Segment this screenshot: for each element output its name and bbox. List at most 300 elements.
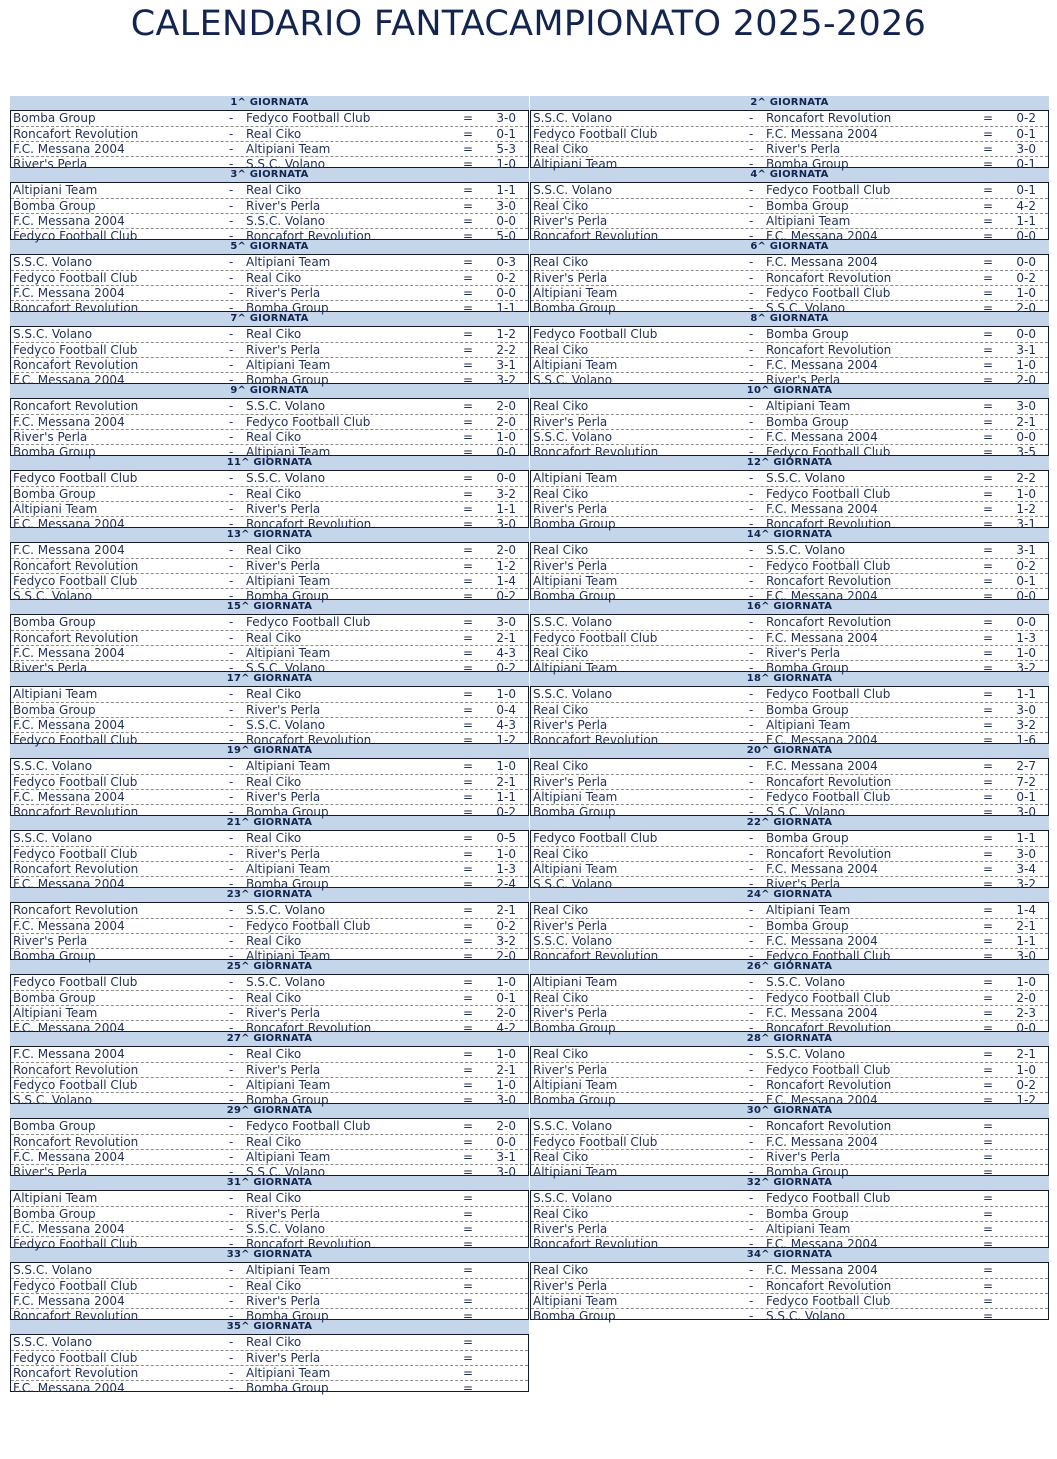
match-result: 3-0: [496, 199, 516, 213]
home-team: River's Perla: [13, 661, 88, 675]
match-row: [11, 1308, 528, 1323]
match-separator: -: [749, 399, 754, 413]
match-row: [531, 918, 1048, 933]
equals-sign: =: [463, 1335, 474, 1349]
home-team: Bomba Group: [13, 703, 96, 717]
equals-sign: =: [983, 111, 994, 125]
home-team: S.S.C. Volano: [13, 1335, 93, 1349]
match-row: [11, 228, 528, 243]
giornata-block: [10, 96, 529, 171]
match-result: 0-0: [1016, 589, 1036, 603]
away-team: River's Perla: [246, 703, 321, 717]
fixtures-grid: [10, 96, 1049, 1395]
giornata-block: [530, 888, 1049, 963]
away-team: Roncafort Revolution: [766, 1119, 892, 1133]
match-separator: -: [749, 358, 754, 372]
match-row: [531, 444, 1048, 459]
giornata-header: 32^ GIORNATA: [530, 1176, 1049, 1190]
away-team: River's Perla: [766, 1150, 841, 1164]
giornata-block: [530, 960, 1049, 1035]
match-separator: -: [749, 1207, 754, 1221]
match-list: [10, 398, 529, 459]
match-result: 0-0: [496, 445, 516, 459]
giornata-block: [530, 1248, 1049, 1323]
match-row: [11, 399, 528, 414]
away-team: River's Perla: [246, 286, 321, 300]
equals-sign: =: [983, 1063, 994, 1077]
away-team: Fedyco Football Club: [766, 687, 891, 701]
match-row: [11, 1062, 528, 1077]
away-team: Real Ciko: [246, 831, 302, 845]
match-result: 3-0: [1016, 142, 1036, 156]
match-row: [531, 357, 1048, 372]
equals-sign: =: [463, 759, 474, 773]
home-team: F.C. Messana 2004: [13, 1222, 125, 1236]
match-row: [11, 789, 528, 804]
away-team: F.C. Messana 2004: [766, 631, 878, 645]
equals-sign: =: [983, 1279, 994, 1293]
match-list: [530, 542, 1049, 603]
away-team: Altipiani Team: [246, 1263, 331, 1277]
match-result: 3-1: [1016, 543, 1036, 557]
match-separator: -: [229, 1294, 234, 1308]
giornata-header: 10^ GIORNATA: [530, 384, 1049, 398]
match-separator: -: [229, 1063, 234, 1077]
away-team: River's Perla: [246, 1006, 321, 1020]
match-list: [10, 830, 529, 891]
giornata-header: 23^ GIORNATA: [10, 888, 529, 902]
equals-sign: =: [983, 589, 994, 603]
match-separator: -: [229, 445, 234, 459]
home-team: Roncafort Revolution: [13, 358, 139, 372]
match-separator: -: [749, 1222, 754, 1236]
home-team: Altipiani Team: [533, 471, 618, 485]
match-separator: -: [749, 903, 754, 917]
match-list: [530, 110, 1049, 171]
equals-sign: =: [983, 759, 994, 773]
match-separator: -: [229, 862, 234, 876]
home-team: Bomba Group: [533, 1021, 616, 1035]
home-team: River's Perla: [533, 1279, 608, 1293]
home-team: Roncafort Revolution: [13, 301, 139, 315]
equals-sign: =: [463, 1047, 474, 1061]
match-result: 0-2: [496, 589, 516, 603]
match-separator: -: [229, 1006, 234, 1020]
home-team: River's Perla: [13, 157, 88, 171]
away-team: Altipiani Team: [246, 358, 331, 372]
away-team: F.C. Messana 2004: [766, 1093, 878, 1107]
away-team: S.S.C. Volano: [766, 1047, 846, 1061]
match-row: [11, 645, 528, 660]
match-separator: -: [749, 229, 754, 243]
match-row: [11, 501, 528, 516]
home-team: River's Perla: [533, 502, 608, 516]
match-result: 1-0: [496, 1047, 516, 1061]
match-row: [11, 1350, 528, 1365]
away-team: Altipiani Team: [246, 646, 331, 660]
equals-sign: =: [463, 733, 474, 747]
match-separator: -: [229, 703, 234, 717]
match-row: [531, 1005, 1048, 1020]
home-team: Fedyco Football Club: [533, 1135, 658, 1149]
match-separator: -: [749, 1279, 754, 1293]
match-list: [10, 542, 529, 603]
match-result: 3-1: [496, 358, 516, 372]
home-team: S.S.C. Volano: [533, 615, 613, 629]
match-separator: -: [749, 1135, 754, 1149]
away-team: S.S.C. Volano: [766, 543, 846, 557]
match-result: 0-2: [496, 271, 516, 285]
match-list: [530, 1262, 1049, 1323]
giornata-block: [10, 1320, 529, 1395]
home-team: River's Perla: [533, 271, 608, 285]
giornata-header: 2^ GIORNATA: [530, 96, 1049, 110]
giornata-row: [10, 1176, 1049, 1251]
giornata-block: [530, 600, 1049, 675]
equals-sign: =: [983, 255, 994, 269]
match-row: [531, 1206, 1048, 1221]
match-separator: -: [749, 1237, 754, 1251]
equals-sign: =: [983, 661, 994, 675]
equals-sign: =: [463, 111, 474, 125]
match-row: [531, 990, 1048, 1005]
home-team: Altipiani Team: [533, 157, 618, 171]
giornata-header: 20^ GIORNATA: [530, 744, 1049, 758]
match-result: 2-1: [496, 631, 516, 645]
away-team: Bomba Group: [246, 1381, 329, 1395]
match-row: [11, 831, 528, 846]
match-list: [530, 686, 1049, 747]
giornata-row: [10, 96, 1049, 171]
match-separator: -: [229, 327, 234, 341]
match-row: [11, 975, 528, 990]
match-result: 1-2: [496, 327, 516, 341]
giornata-row: [10, 240, 1049, 315]
match-result: 1-3: [496, 862, 516, 876]
match-row: [11, 285, 528, 300]
match-separator: -: [229, 975, 234, 989]
match-result: 0-0: [496, 1135, 516, 1149]
match-separator: -: [749, 1063, 754, 1077]
away-team: Fedyco Football Club: [766, 487, 891, 501]
match-separator: -: [229, 847, 234, 861]
match-result: 4-3: [496, 646, 516, 660]
giornata-header: 4^ GIORNATA: [530, 168, 1049, 182]
match-separator: -: [749, 615, 754, 629]
equals-sign: =: [463, 559, 474, 573]
giornata-header: 34^ GIORNATA: [530, 1248, 1049, 1262]
match-separator: -: [229, 111, 234, 125]
away-team: Roncafort Revolution: [766, 343, 892, 357]
equals-sign: =: [463, 1222, 474, 1236]
home-team: Bomba Group: [13, 111, 96, 125]
away-team: F.C. Messana 2004: [766, 358, 878, 372]
away-team: F.C. Messana 2004: [766, 1006, 878, 1020]
home-team: Fedyco Football Club: [13, 733, 138, 747]
equals-sign: =: [463, 903, 474, 917]
match-result: 1-0: [496, 1078, 516, 1092]
match-separator: -: [749, 1263, 754, 1277]
home-team: Altipiani Team: [13, 502, 98, 516]
match-result: 3-2: [1016, 718, 1036, 732]
equals-sign: =: [983, 862, 994, 876]
away-team: River's Perla: [766, 373, 841, 387]
match-separator: -: [229, 991, 234, 1005]
match-row: [11, 588, 528, 603]
equals-sign: =: [463, 1351, 474, 1365]
match-separator: -: [749, 1047, 754, 1061]
equals-sign: =: [463, 543, 474, 557]
equals-sign: =: [983, 487, 994, 501]
away-team: Altipiani Team: [246, 445, 331, 459]
match-separator: -: [229, 214, 234, 228]
giornata-header: 35^ GIORNATA: [10, 1320, 529, 1334]
home-team: Real Ciko: [533, 703, 589, 717]
home-team: Fedyco Football Club: [533, 831, 658, 845]
away-team: Altipiani Team: [246, 574, 331, 588]
match-separator: -: [229, 1047, 234, 1061]
giornata-header: 18^ GIORNATA: [530, 672, 1049, 686]
giornata-header: 16^ GIORNATA: [530, 600, 1049, 614]
match-row: [531, 1221, 1048, 1236]
away-team: F.C. Messana 2004: [766, 759, 878, 773]
match-list: [530, 830, 1049, 891]
away-team: Roncafort Revolution: [766, 271, 892, 285]
match-result: 3-4: [1016, 862, 1036, 876]
match-result: 2-1: [496, 1063, 516, 1077]
giornata-row: [10, 1104, 1049, 1179]
match-row: [531, 198, 1048, 213]
match-list: [530, 182, 1049, 243]
home-team: Roncafort Revolution: [533, 445, 659, 459]
away-team: F.C. Messana 2004: [766, 502, 878, 516]
match-result: 1-0: [496, 430, 516, 444]
match-result: 1-0: [496, 759, 516, 773]
match-result: 4-2: [496, 1021, 516, 1035]
away-team: Roncafort Revolution: [246, 517, 372, 531]
match-result: 1-1: [496, 301, 516, 315]
equals-sign: =: [463, 1006, 474, 1020]
home-team: Roncafort Revolution: [13, 1309, 139, 1323]
home-team: S.S.C. Volano: [13, 831, 93, 845]
match-separator: -: [229, 1078, 234, 1092]
equals-sign: =: [983, 1222, 994, 1236]
giornata-block: [10, 600, 529, 675]
away-team: Fedyco Football Club: [766, 183, 891, 197]
away-team: Bomba Group: [766, 831, 849, 845]
match-row: [531, 846, 1048, 861]
equals-sign: =: [463, 301, 474, 315]
home-team: F.C. Messana 2004: [13, 1294, 125, 1308]
giornata-block: [10, 1248, 529, 1323]
equals-sign: =: [463, 703, 474, 717]
match-result: 5-0: [496, 229, 516, 243]
away-team: Fedyco Football Club: [766, 991, 891, 1005]
giornata-header: 21^ GIORNATA: [10, 816, 529, 830]
equals-sign: =: [463, 1207, 474, 1221]
match-separator: -: [749, 445, 754, 459]
match-result: 1-0: [1016, 286, 1036, 300]
match-result: 2-0: [1016, 373, 1036, 387]
match-separator: -: [749, 199, 754, 213]
away-team: Bomba Group: [246, 373, 329, 387]
match-result: 3-1: [1016, 517, 1036, 531]
equals-sign: =: [463, 142, 474, 156]
match-separator: -: [749, 543, 754, 557]
match-result: 3-0: [1016, 399, 1036, 413]
equals-sign: =: [463, 286, 474, 300]
home-team: River's Perla: [13, 934, 88, 948]
home-team: River's Perla: [533, 214, 608, 228]
match-list: [530, 614, 1049, 675]
equals-sign: =: [983, 301, 994, 315]
match-row: [11, 933, 528, 948]
home-team: Altipiani Team: [533, 286, 618, 300]
match-result: 1-1: [496, 183, 516, 197]
away-team: Altipiani Team: [246, 255, 331, 269]
match-separator: -: [229, 255, 234, 269]
away-team: S.S.C. Volano: [246, 903, 326, 917]
match-separator: -: [749, 559, 754, 573]
match-row: [531, 1278, 1048, 1293]
equals-sign: =: [983, 903, 994, 917]
match-result: 0-1: [1016, 183, 1036, 197]
giornata-block: [530, 240, 1049, 315]
match-separator: -: [749, 862, 754, 876]
giornata-block: [530, 672, 1049, 747]
away-team: F.C. Messana 2004: [766, 733, 878, 747]
match-separator: -: [749, 127, 754, 141]
away-team: F.C. Messana 2004: [766, 862, 878, 876]
giornata-header: 8^ GIORNATA: [530, 312, 1049, 326]
equals-sign: =: [983, 271, 994, 285]
match-separator: -: [749, 831, 754, 845]
match-separator: -: [749, 733, 754, 747]
giornata-row: [10, 960, 1049, 1035]
match-row: [11, 1077, 528, 1092]
equals-sign: =: [463, 862, 474, 876]
match-result: 2-3: [1016, 1006, 1036, 1020]
match-separator: -: [749, 271, 754, 285]
away-team: Fedyco Football Club: [766, 286, 891, 300]
equals-sign: =: [463, 471, 474, 485]
away-team: Altipiani Team: [246, 1078, 331, 1092]
equals-sign: =: [983, 1078, 994, 1092]
away-team: S.S.C. Volano: [246, 214, 326, 228]
away-team: Real Ciko: [246, 1047, 302, 1061]
giornata-block: [530, 312, 1049, 387]
home-team: Altipiani Team: [533, 862, 618, 876]
equals-sign: =: [463, 343, 474, 357]
home-team: Real Ciko: [533, 255, 589, 269]
equals-sign: =: [983, 1263, 994, 1277]
match-separator: -: [749, 286, 754, 300]
equals-sign: =: [983, 1047, 994, 1061]
match-row: [531, 1134, 1048, 1149]
home-team: Real Ciko: [533, 1150, 589, 1164]
home-team: River's Perla: [533, 775, 608, 789]
match-result: 2-0: [496, 399, 516, 413]
equals-sign: =: [983, 399, 994, 413]
match-result: 4-2: [1016, 199, 1036, 213]
match-list: [10, 1190, 529, 1251]
away-team: Roncafort Revolution: [766, 1078, 892, 1092]
equals-sign: =: [983, 445, 994, 459]
home-team: Roncafort Revolution: [13, 862, 139, 876]
home-team: Roncafort Revolution: [13, 127, 139, 141]
match-row: [11, 1092, 528, 1107]
equals-sign: =: [983, 975, 994, 989]
equals-sign: =: [463, 1279, 474, 1293]
match-result: 3-0: [496, 615, 516, 629]
equals-sign: =: [983, 559, 994, 573]
match-row: [11, 1005, 528, 1020]
home-team: Roncafort Revolution: [13, 1135, 139, 1149]
away-team: S.S.C. Volano: [766, 805, 846, 819]
away-team: Fedyco Football Club: [766, 559, 891, 573]
match-separator: -: [229, 502, 234, 516]
equals-sign: =: [463, 1135, 474, 1149]
away-team: F.C. Messana 2004: [766, 934, 878, 948]
match-row: [531, 501, 1048, 516]
match-separator: -: [229, 718, 234, 732]
equals-sign: =: [463, 1294, 474, 1308]
match-row: [531, 1077, 1048, 1092]
away-team: Altipiani Team: [246, 1366, 331, 1380]
match-result: 2-0: [496, 1119, 516, 1133]
match-separator: -: [229, 430, 234, 444]
home-team: F.C. Messana 2004: [13, 877, 125, 891]
equals-sign: =: [983, 934, 994, 948]
match-result: 2-0: [496, 1006, 516, 1020]
equals-sign: =: [983, 430, 994, 444]
away-team: Real Ciko: [246, 1279, 302, 1293]
match-result: 1-0: [1016, 1063, 1036, 1077]
home-team: Bomba Group: [533, 301, 616, 315]
match-row: [531, 1119, 1048, 1134]
match-result: 0-0: [1016, 430, 1036, 444]
match-row: [531, 342, 1048, 357]
equals-sign: =: [983, 733, 994, 747]
match-row: [11, 270, 528, 285]
match-result: 2-4: [496, 877, 516, 891]
home-team: Roncafort Revolution: [13, 805, 139, 819]
match-row: [11, 573, 528, 588]
home-team: Fedyco Football Club: [533, 631, 658, 645]
match-separator: -: [229, 631, 234, 645]
away-team: Bomba Group: [766, 327, 849, 341]
match-separator: -: [229, 615, 234, 629]
away-team: S.S.C. Volano: [246, 718, 326, 732]
giornata-block: [530, 1032, 1049, 1107]
match-separator: -: [749, 1191, 754, 1205]
away-team: Bomba Group: [246, 1309, 329, 1323]
match-row: [531, 486, 1048, 501]
home-team: F.C. Messana 2004: [13, 1021, 125, 1035]
match-list: [10, 758, 529, 819]
match-separator: -: [229, 199, 234, 213]
away-team: Altipiani Team: [246, 949, 331, 963]
giornata-block: [10, 1176, 529, 1251]
match-separator: -: [229, 589, 234, 603]
away-team: Real Ciko: [246, 934, 302, 948]
equals-sign: =: [983, 127, 994, 141]
match-result: 4-3: [496, 718, 516, 732]
equals-sign: =: [463, 877, 474, 891]
giornata-header: 17^ GIORNATA: [10, 672, 529, 686]
away-team: F.C. Messana 2004: [766, 229, 878, 243]
away-team: S.S.C. Volano: [246, 1165, 326, 1179]
